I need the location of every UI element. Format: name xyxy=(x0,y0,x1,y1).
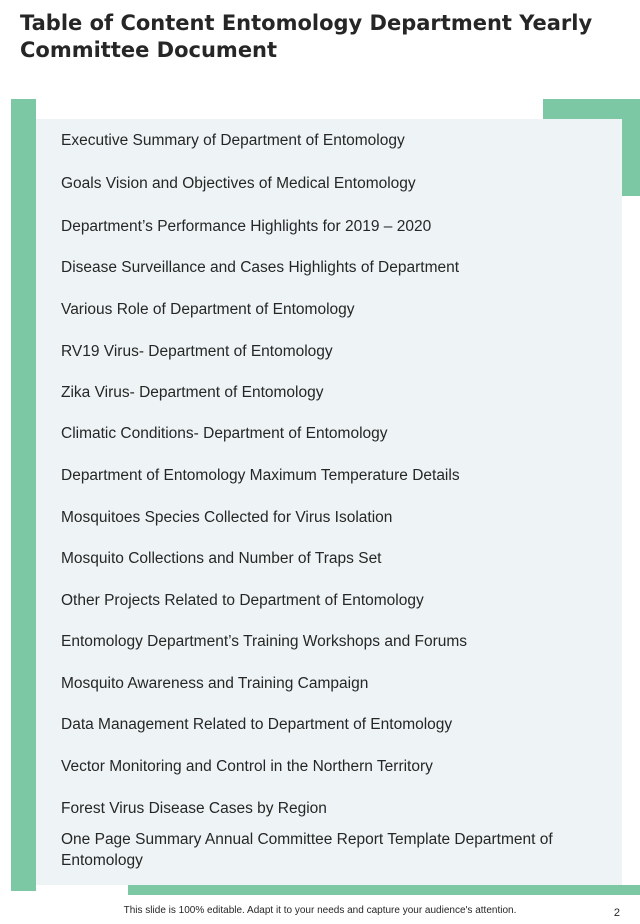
toc-item[interactable]: Climatic Conditions- Department of Entomology xyxy=(61,425,388,442)
toc-item[interactable]: Mosquito Awareness and Training Campaign xyxy=(61,675,369,692)
toc-item[interactable]: Entomology Department’s Training Workshops and Forums xyxy=(61,633,468,650)
toc-item[interactable]: Data Management Related to Department of Entomology xyxy=(61,716,453,733)
toc-item[interactable]: Various Role of Department of Entomology xyxy=(61,301,355,318)
toc-item[interactable]: Department’s Performance Highlights for 2019 – 2020 xyxy=(61,218,432,235)
page-number: 2 xyxy=(613,907,620,919)
toc-item[interactable]: Vector Monitoring and Control in the Northern Territory xyxy=(61,758,433,775)
toc-item[interactable]: Other Projects Related to Department of Entomology xyxy=(61,592,424,609)
toc-item[interactable]: Zika Virus- Department of Entomology xyxy=(61,384,324,401)
toc-item[interactable]: Department of Entomology Maximum Temperature Details xyxy=(61,467,460,484)
toc-item[interactable]: One Page Summary Annual Committee Report Template Department of Entomology xyxy=(61,831,553,869)
toc-item[interactable]: Executive Summary of Department of Entomology xyxy=(61,132,405,149)
toc-item[interactable]: Disease Surveillance and Cases Highlights of Department xyxy=(61,259,460,276)
toc-item[interactable]: Mosquitoes Species Collected for Virus Isolation xyxy=(61,509,393,526)
bottom-accent-bar xyxy=(128,885,640,895)
toc-item[interactable]: Forest Virus Disease Cases by Region xyxy=(61,800,327,817)
toc-item[interactable]: Mosquito Collections and Number of Traps Set xyxy=(61,550,382,567)
page-title: Table of Content Entomology Department Yearly Committee Document xyxy=(20,11,593,62)
footer-note: This slide is 100% editable. Adapt it to your needs and capture your audience's attention. xyxy=(123,905,517,916)
toc-item[interactable]: Goals Vision and Objectives of Medical Entomology xyxy=(61,175,416,192)
toc-item[interactable]: RV19 Virus- Department of Entomology xyxy=(61,343,333,360)
left-accent-bar xyxy=(11,99,36,891)
